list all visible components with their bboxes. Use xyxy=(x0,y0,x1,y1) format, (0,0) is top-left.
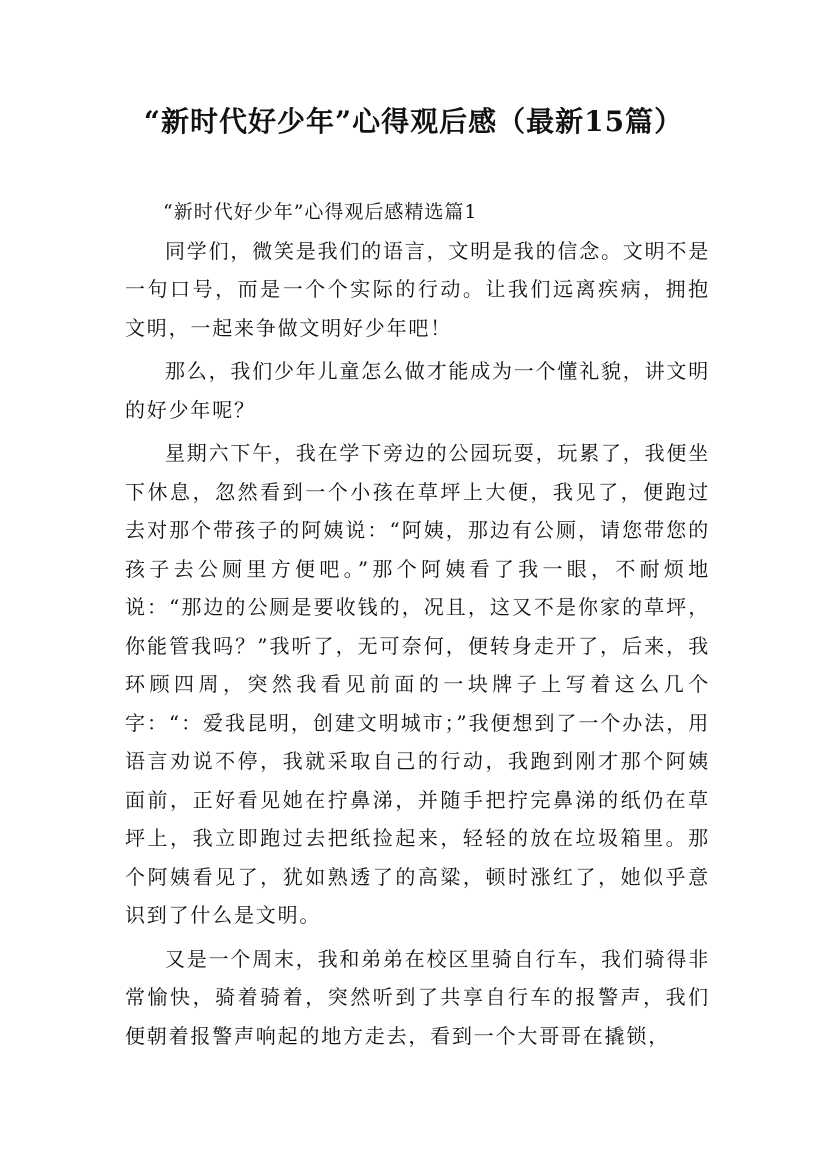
paragraph-3: 星期六下午，我在学下旁边的公园玩耍，玩累了，我便坐下休息，忽然看到一个小孩在草坪上大便，我见了，便跑过去对那个带孩子的阿姨说：“阿姨，那边有公厕，请您带您的孩子去公厕里方便吧。”那个阿姨看了我一眼，不耐烦地说：“那边的公厕是要收钱的，况且，这又不是你家的草坪，你能管我吗？”我听了，无可奈何，便转身走开了，后来，我环顾四周，突然我看见前面的一块牌子上写着这么几个字：“：爱我昆明，创建文明城市；”我便想到了一个办法，用语言劝说不停，我就采取自己的行动，我跑到刚才那个阿姨面前，正好看见她在拧鼻涕，并随手把拧完鼻涕的纸仍在草坪上，我立即跑过去把纸捡起来，轻轻的放在垃圾箱里。那个阿姨看见了，犹如熟透了的高粱，顿时涨红了，她似乎意识到了什么是文明。 xyxy=(125,441,710,927)
document-body xyxy=(125,193,710,1060)
section-heading: “新时代好少年”心得观后感精选篇1 xyxy=(163,201,478,223)
paragraph-4: 又是一个周末，我和弟弟在校区里骑自行车，我们骑得非常愉快，骑着骑着，突然听到了共享自行车的报警声，我们便朝着报警声响起的地方走去，看到一个大哥哥在撬锁， xyxy=(125,946,710,1048)
paragraph-1: 同学们，微笑是我们的语言，文明是我的信念。文明不是一句口号，而是一个个实际的行动。让我们远离疾病，拥抱文明，一起来争做文明好少年吧！ xyxy=(125,238,710,340)
paragraph-2: 那么，我们少年儿童怎么做才能成为一个懂礼貌，讲文明的好少年呢？ xyxy=(125,359,710,422)
document-title: “新时代好少年”心得观后感（最新15篇） xyxy=(143,105,684,138)
